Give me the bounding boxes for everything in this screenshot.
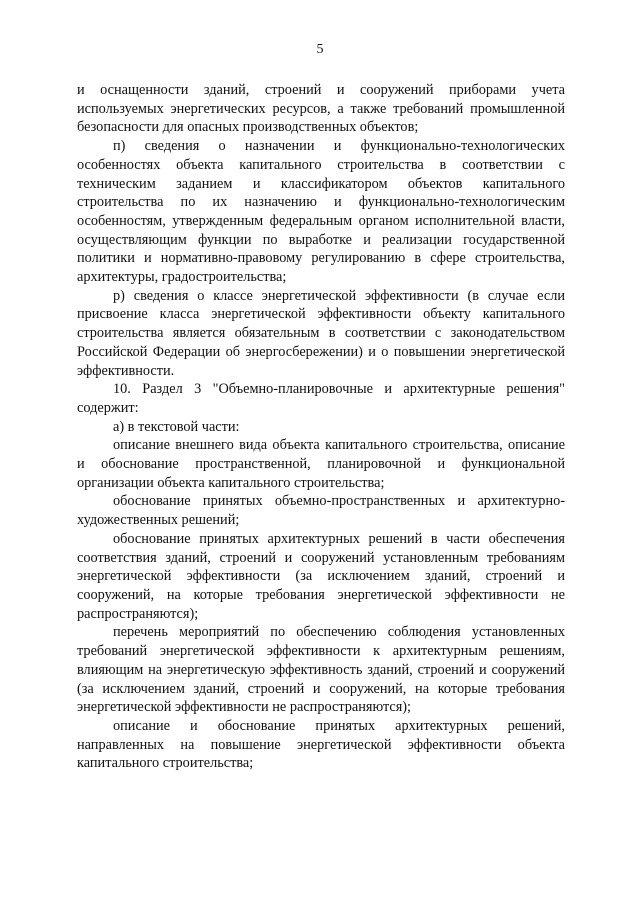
paragraph-efficiency-solutions: описание и обоснование принятых архитектурных решений, направленных на повышение энергетической эффективности объекта капитального строительства; [77, 717, 565, 772]
paragraph-continuation: и оснащенности зданий, строений и сооружений приборами учета используемых энергетических ресурсов, а также требований промышленной безопасности для опасных производственных объектов; [77, 82, 565, 136]
page-number: 5 [316, 42, 324, 57]
paragraph-item-r: р) сведения о классе энергетической эффективности (в случае если присвоение класса энергетической эффективности объекту капитального строительства является обязательным в соответствии с законодательством Российской Федерации об энергосбережении) и о повышении энергетической эффективности. [77, 287, 565, 379]
paragraph-subitem-a: а) в текстовой части: [113, 418, 240, 435]
paragraph-section-10: 10. Раздел 3 "Объемно-планировочные и архитектурные решения" содержит: [77, 381, 565, 416]
paragraph-exterior-description: описание внешнего вида объекта капитального строительства, описание и обоснование пространственной, планировочной и функциональной организации объекта капитального строительства; [77, 437, 565, 491]
paragraph-measures-list: перечень мероприятий по обеспечению соблюдения установленных требований энергетической эффективности к архитектурным решениям, влияющим на энергетическую эффективность зданий, строений и сооружений (за исключением зданий, строений и сооружений, на которые требования энергетической эффективности не распространяются); [77, 624, 565, 716]
paragraph-architectural-justification: обоснование принятых архитектурных решений в части обеспечения соответствия зданий, строений и сооружений установленным требованиям энергетической эффективности (за исключением зданий, строений и сооружений, на которые требования энергетической эффективности не распространяются); [77, 530, 565, 622]
paragraph-volumetric-justification: обоснование принятых объемно-пространственных и архитектурно-художественных решений; [77, 493, 565, 529]
body-text [77, 81, 565, 773]
paragraph-item-p: п) сведения о назначении и функционально-технологических особенностях объекта капитального строительства в соответствии с техническим заданием и классификатором объектов капитального строительства по их назначению и функционально-технологическим особенностям, утвержденным федеральным органом исполнительной власти, осуществляющим функции по выработке и реализации государственной политики и нормативно-правовому регулированию в сфере строительства, архитектуры, градостроительства; [77, 138, 565, 286]
